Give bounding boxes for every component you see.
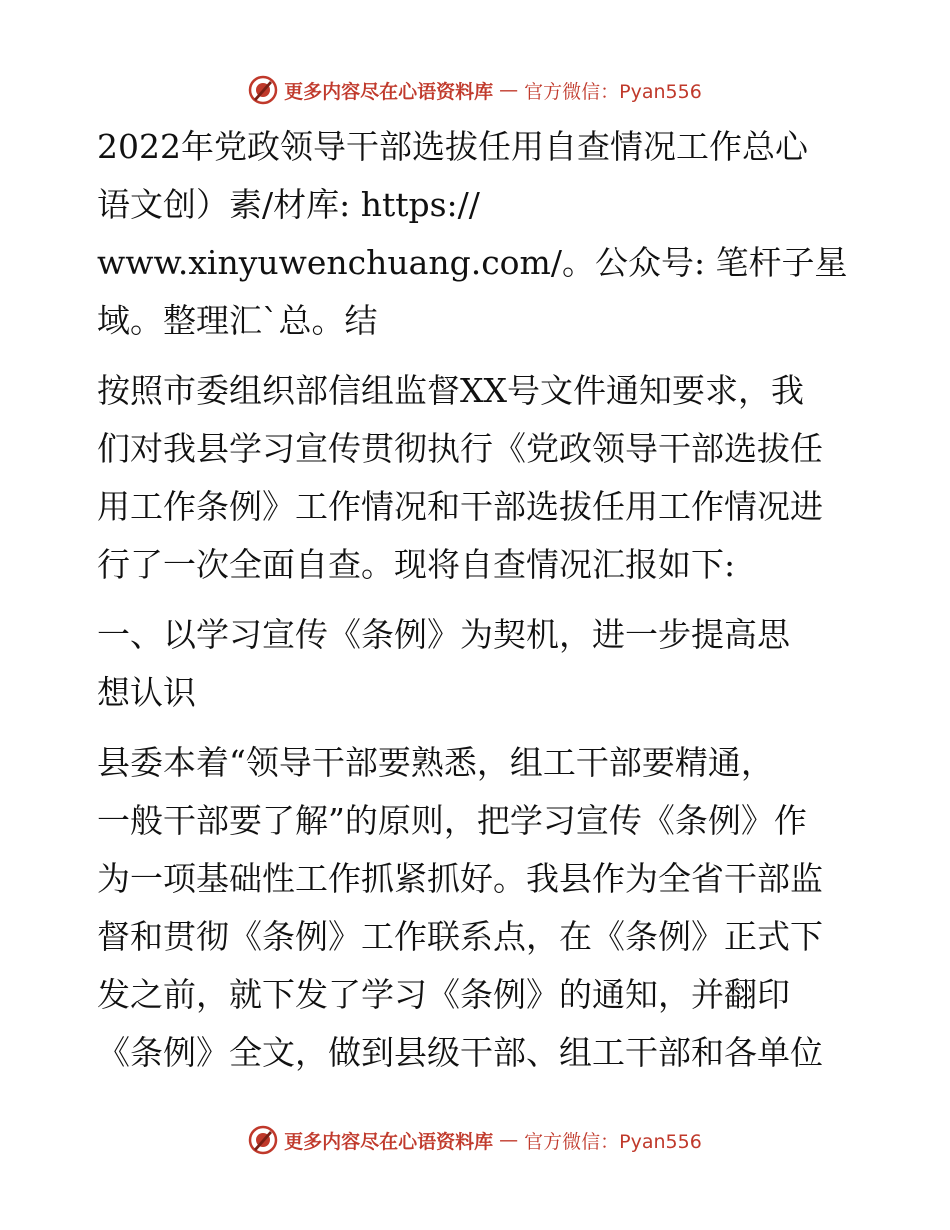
heading-line: 一、以学习宣传《条例》为契机，进一步提高思 bbox=[97, 615, 790, 654]
paragraph-line: 按照市委组织部信组监督XX号文件通知要求，我 bbox=[97, 371, 804, 410]
footer-banner bbox=[0, 1120, 950, 1160]
document-body bbox=[97, 118, 857, 1094]
paragraph-line: 县委本着“领导干部要熟悉，组工干部要精通， bbox=[97, 743, 774, 782]
document-title bbox=[97, 118, 857, 350]
paragraph-line: 一般干部要了解”的原则，把学习宣传《条例》作 bbox=[97, 801, 807, 840]
quill-seal-icon bbox=[248, 1125, 278, 1155]
section-heading bbox=[97, 606, 857, 722]
title-line: www.xinyuwenchuang.com/。公众号: 笔杆子星 bbox=[97, 243, 848, 282]
paragraph-line: 们对我县学习宣传贯彻执行《党政领导干部选拔任 bbox=[97, 429, 823, 468]
title-line: 语文创）素/材库: https:// bbox=[97, 185, 480, 224]
intro-paragraph bbox=[97, 362, 857, 594]
quill-seal-icon bbox=[248, 75, 278, 105]
title-line: 2022年党政领导干部选拔任用自查情况工作总心 bbox=[97, 127, 808, 166]
banner-wechat: 官方微信：Pyan556 bbox=[524, 80, 702, 103]
paragraph-line: 《条例》全文，做到县级干部、组工干部和各单位 bbox=[97, 1033, 823, 1072]
title-line: 域。整理汇`总。结 bbox=[97, 301, 378, 340]
header-banner bbox=[0, 70, 950, 110]
paragraph-line: 用工作条例》工作情况和干部选拔任用工作情况进 bbox=[97, 487, 823, 526]
paragraph-line: 为一项基础性工作抓紧抓好。我县作为全省干部监 bbox=[97, 859, 823, 898]
banner-brand: 更多内容尽在心语资料库 bbox=[284, 80, 494, 103]
heading-line: 想认识 bbox=[97, 673, 196, 712]
paragraph-line: 行了一次全面自查。现将自查情况汇报如下: bbox=[97, 545, 736, 584]
banner-wechat: 官方微信：Pyan556 bbox=[524, 1130, 702, 1153]
banner-dash: — bbox=[499, 1129, 519, 1151]
banner-dash: — bbox=[499, 79, 519, 101]
body-paragraph bbox=[97, 734, 857, 1082]
paragraph-line: 发之前，就下发了学习《条例》的通知，并翻印 bbox=[97, 975, 790, 1014]
paragraph-line: 督和贯彻《条例》工作联系点，在《条例》正式下 bbox=[97, 917, 823, 956]
banner-brand: 更多内容尽在心语资料库 bbox=[284, 1130, 494, 1153]
